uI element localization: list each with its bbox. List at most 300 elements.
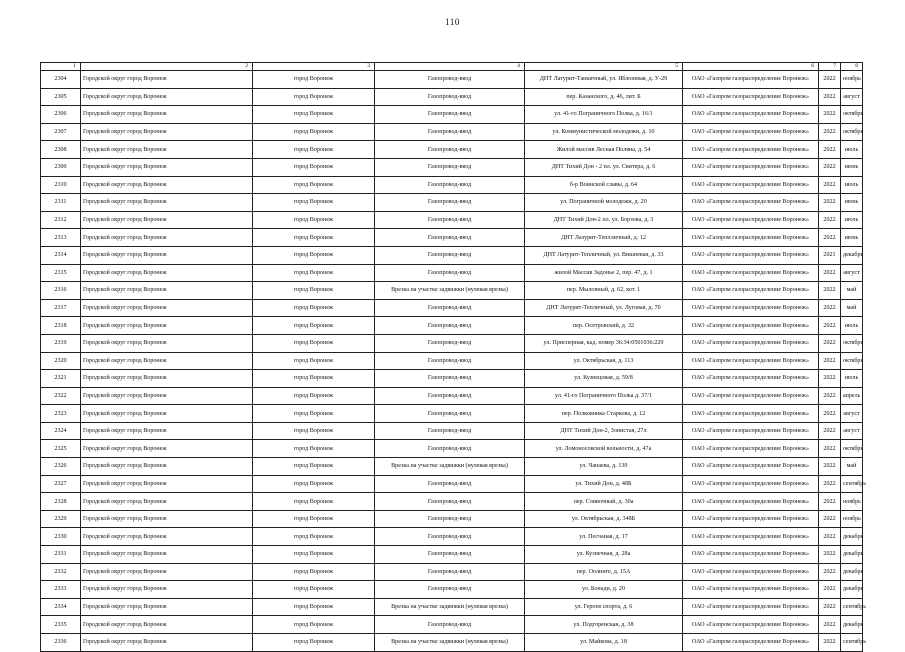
- row-number-cell: 2321: [41, 370, 81, 388]
- year-cell: 2022: [819, 475, 841, 493]
- table-row: [41, 229, 863, 247]
- object-type-cell: Газопровод-ввод: [375, 352, 525, 370]
- address-cell: ул. Бонади, д. 20: [525, 581, 683, 599]
- row-number-cell: 2306: [41, 106, 81, 124]
- table-row: [41, 211, 863, 229]
- table-row: [41, 493, 863, 511]
- month-cell: декабрь: [841, 563, 863, 581]
- row-number-cell: 2323: [41, 405, 81, 423]
- object-type-cell: Врезка на участке задвижки (нулевая врезка): [375, 634, 525, 652]
- address-cell: пер. Полковника Старкова, д. 12: [525, 405, 683, 423]
- municipality-cell: Городской округ город Воронеж: [81, 598, 253, 616]
- row-number-cell: 2320: [41, 352, 81, 370]
- settlement-cell: город Воронеж: [253, 387, 375, 405]
- municipality-cell: Городской округ город Воронеж: [81, 123, 253, 141]
- year-cell: 2022: [819, 176, 841, 194]
- object-type-cell: Газопровод-ввод: [375, 299, 525, 317]
- object-type-cell: Газопровод-ввод: [375, 546, 525, 564]
- table-row: [41, 71, 863, 89]
- address-cell: ДНТ Латурит-Танкичный, ул. Яблоневая, д. У-29: [525, 71, 683, 89]
- settlement-cell: город Воронеж: [253, 422, 375, 440]
- municipality-cell: Городской округ город Воронеж: [81, 440, 253, 458]
- object-type-cell: Газопровод-ввод: [375, 71, 525, 89]
- object-type-cell: Газопровод-ввод: [375, 88, 525, 106]
- table-row: [41, 475, 863, 493]
- year-cell: 2022: [819, 563, 841, 581]
- year-cell: 2022: [819, 616, 841, 634]
- row-number-cell: 2324: [41, 422, 81, 440]
- table-row: [41, 299, 863, 317]
- municipality-cell: Городской округ город Воронеж: [81, 194, 253, 212]
- row-number-cell: 2328: [41, 493, 81, 511]
- table-row: [41, 405, 863, 423]
- organization-cell: ОАО «Газпром газораспределение Воронеж»: [683, 106, 819, 124]
- organization-cell: ОАО «Газпром газораспределение Воронеж»: [683, 634, 819, 652]
- municipality-cell: Городской округ город Воронеж: [81, 475, 253, 493]
- row-number-cell: 2310: [41, 176, 81, 194]
- address-cell: пер. Осетровский, д. 32: [525, 317, 683, 335]
- table-row: [41, 563, 863, 581]
- municipality-cell: Городской округ город Воронеж: [81, 88, 253, 106]
- municipality-cell: Городской округ город Воронеж: [81, 458, 253, 476]
- register-table: [40, 62, 867, 652]
- object-type-cell: Газопровод-ввод: [375, 246, 525, 264]
- organization-cell: ОАО «Газпром газораспределение Воронеж»: [683, 387, 819, 405]
- address-cell: ул. Кузнечная, д. 28а: [525, 546, 683, 564]
- year-cell: 2022: [819, 141, 841, 159]
- row-number-cell: 2334: [41, 598, 81, 616]
- settlement-cell: город Воронеж: [253, 563, 375, 581]
- settlement-cell: город Воронеж: [253, 176, 375, 194]
- month-cell: ноябрь: [841, 510, 863, 528]
- table-row: [41, 528, 863, 546]
- settlement-cell: город Воронеж: [253, 405, 375, 423]
- table-row: [41, 616, 863, 634]
- municipality-cell: Городской округ город Воронеж: [81, 246, 253, 264]
- address-cell: ул. Тихий Дон, д. 48Б: [525, 475, 683, 493]
- month-cell: август: [841, 264, 863, 282]
- page-number: 110: [445, 17, 460, 27]
- address-cell: пер. Сливочный, д. 30а: [525, 493, 683, 511]
- address-cell: б-р Воинской славы, д. 64: [525, 176, 683, 194]
- address-cell: ДНТ Латурит-Тепличный, ул. Луговая, д. 70: [525, 299, 683, 317]
- month-cell: апрель: [841, 387, 863, 405]
- row-number-cell: 2333: [41, 581, 81, 599]
- year-cell: 2022: [819, 458, 841, 476]
- month-cell: октябрь: [841, 123, 863, 141]
- object-type-cell: Газопровод-ввод: [375, 229, 525, 247]
- month-cell: сентябрь: [841, 475, 863, 493]
- organization-cell: ОАО «Газпром газораспределение Воронеж»: [683, 264, 819, 282]
- object-type-cell: Газопровод-ввод: [375, 493, 525, 511]
- municipality-cell: Городской округ город Воронеж: [81, 106, 253, 124]
- municipality-cell: Городской округ город Воронеж: [81, 158, 253, 176]
- municipality-cell: Городской округ город Воронеж: [81, 546, 253, 564]
- object-type-cell: Газопровод-ввод: [375, 581, 525, 599]
- table-row: [41, 141, 863, 159]
- month-cell: ноябрь: [841, 71, 863, 89]
- object-type-cell: Газопровод-ввод: [375, 123, 525, 141]
- organization-cell: ОАО «Газпром газораспределение Воронеж»: [683, 317, 819, 335]
- object-type-cell: Газопровод-ввод: [375, 370, 525, 388]
- year-cell: 2022: [819, 546, 841, 564]
- municipality-cell: Городской округ город Воронеж: [81, 387, 253, 405]
- settlement-cell: город Воронеж: [253, 528, 375, 546]
- municipality-cell: Городской округ город Воронеж: [81, 563, 253, 581]
- address-cell: пер. Оолинге, д. 15А: [525, 563, 683, 581]
- year-cell: 2022: [819, 598, 841, 616]
- address-cell: ул. Присперная, кад. номер 36:34:0501036:229: [525, 334, 683, 352]
- table-row: [41, 458, 863, 476]
- month-cell: июль: [841, 317, 863, 335]
- year-cell: 2022: [819, 123, 841, 141]
- municipality-cell: Городской округ город Воронеж: [81, 370, 253, 388]
- settlement-cell: город Воронеж: [253, 546, 375, 564]
- year-cell: 2022: [819, 352, 841, 370]
- table-row: [41, 581, 863, 599]
- address-cell: ул. Героев спорта, д. 6: [525, 598, 683, 616]
- address-cell: ул. Кузнецовая, д. 59/8: [525, 370, 683, 388]
- organization-cell: ОАО «Газпром газораспределение Воронеж»: [683, 528, 819, 546]
- organization-cell: ОАО «Газпром газораспределение Воронеж»: [683, 493, 819, 511]
- year-cell: 2022: [819, 387, 841, 405]
- municipality-cell: Городской округ город Воронеж: [81, 634, 253, 652]
- municipality-cell: Городской округ город Воронеж: [81, 176, 253, 194]
- address-cell: ул. Октябрьская, д. 348Б: [525, 510, 683, 528]
- month-cell: июль: [841, 370, 863, 388]
- row-number-cell: 2331: [41, 546, 81, 564]
- month-cell: июль: [841, 211, 863, 229]
- organization-cell: ОАО «Газпром газораспределение Воронеж»: [683, 88, 819, 106]
- municipality-cell: Городской округ город Воронеж: [81, 422, 253, 440]
- object-type-cell: Газопровод-ввод: [375, 563, 525, 581]
- object-type-cell: Газопровод-ввод: [375, 106, 525, 124]
- row-number-cell: 2335: [41, 616, 81, 634]
- row-number-cell: 2309: [41, 158, 81, 176]
- year-cell: 2022: [819, 440, 841, 458]
- year-cell: 2021: [819, 246, 841, 264]
- year-cell: 2022: [819, 634, 841, 652]
- object-type-cell: Газопровод-ввод: [375, 387, 525, 405]
- organization-cell: ОАО «Газпром газораспределение Воронеж»: [683, 616, 819, 634]
- organization-cell: ОАО «Газпром газораспределение Воронеж»: [683, 158, 819, 176]
- organization-cell: ОАО «Газпром газораспределение Воронеж»: [683, 370, 819, 388]
- table-row: [41, 510, 863, 528]
- table-row: [41, 194, 863, 212]
- table-row: [41, 334, 863, 352]
- table-row: [41, 176, 863, 194]
- month-cell: октябрь: [841, 352, 863, 370]
- settlement-cell: город Воронеж: [253, 352, 375, 370]
- year-cell: 2022: [819, 334, 841, 352]
- organization-cell: ОАО «Газпром газораспределение Воронеж»: [683, 141, 819, 159]
- table-row: [41, 370, 863, 388]
- object-type-cell: Газопровод-ввод: [375, 141, 525, 159]
- table-body: [41, 71, 867, 652]
- settlement-cell: город Воронеж: [253, 194, 375, 212]
- settlement-cell: город Воронеж: [253, 510, 375, 528]
- municipality-cell: Городской округ город Воронеж: [81, 229, 253, 247]
- month-cell: май: [841, 299, 863, 317]
- column-header: 2: [81, 63, 253, 71]
- year-cell: 2022: [819, 299, 841, 317]
- settlement-cell: город Воронеж: [253, 229, 375, 247]
- year-cell: 2022: [819, 88, 841, 106]
- year-cell: 2022: [819, 158, 841, 176]
- year-cell: 2022: [819, 317, 841, 335]
- address-cell: жилой Массив Задонье 2, пер. 47, д. 1: [525, 264, 683, 282]
- month-cell: декабрь: [841, 546, 863, 564]
- row-number-cell: 2318: [41, 317, 81, 335]
- organization-cell: ОАО «Газпром газораспределение Воронеж»: [683, 475, 819, 493]
- organization-cell: ОАО «Газпром газораспределение Воронеж»: [683, 440, 819, 458]
- row-number-cell: 2322: [41, 387, 81, 405]
- table-row: [41, 123, 863, 141]
- organization-cell: ОАО «Газпром газораспределение Воронеж»: [683, 71, 819, 89]
- table-row: [41, 634, 863, 652]
- table-row: [41, 440, 863, 458]
- settlement-cell: город Воронеж: [253, 581, 375, 599]
- object-type-cell: Газопровод-ввод: [375, 334, 525, 352]
- organization-cell: ОАО «Газпром газораспределение Воронеж»: [683, 123, 819, 141]
- settlement-cell: город Воронеж: [253, 211, 375, 229]
- month-cell: сентябрь: [841, 634, 863, 652]
- settlement-cell: город Воронеж: [253, 475, 375, 493]
- address-cell: ДНТ Тихий Дон-2, Зонистая, 27л: [525, 422, 683, 440]
- settlement-cell: город Воронеж: [253, 71, 375, 89]
- table-row: [41, 106, 863, 124]
- address-cell: ул. Коммунистической молодежи, д. 10: [525, 123, 683, 141]
- municipality-cell: Городской округ город Воронеж: [81, 616, 253, 634]
- row-number-cell: 2315: [41, 264, 81, 282]
- address-cell: ул. Подгоренская, д. 38: [525, 616, 683, 634]
- month-cell: июль: [841, 176, 863, 194]
- year-cell: 2022: [819, 422, 841, 440]
- object-type-cell: Газопровод-ввод: [375, 422, 525, 440]
- organization-cell: ОАО «Газпром газораспределение Воронеж»: [683, 598, 819, 616]
- month-cell: июль: [841, 141, 863, 159]
- municipality-cell: Городской округ город Воронеж: [81, 299, 253, 317]
- object-type-cell: Газопровод-ввод: [375, 475, 525, 493]
- table-row: [41, 88, 863, 106]
- year-cell: 2022: [819, 510, 841, 528]
- object-type-cell: Газопровод-ввод: [375, 405, 525, 423]
- organization-cell: ОАО «Газпром газораспределение Воронеж»: [683, 282, 819, 300]
- organization-cell: ОАО «Газпром газораспределение Воронеж»: [683, 352, 819, 370]
- object-type-cell: Газопровод-ввод: [375, 211, 525, 229]
- address-cell: Жилой массив Лесная Поляна, д. 54: [525, 141, 683, 159]
- row-number-cell: 2312: [41, 211, 81, 229]
- month-cell: август: [841, 405, 863, 423]
- month-cell: декабрь: [841, 246, 863, 264]
- year-cell: 2022: [819, 264, 841, 282]
- row-number-cell: 2311: [41, 194, 81, 212]
- year-cell: 2022: [819, 106, 841, 124]
- organization-cell: ОАО «Газпром газораспределение Воронеж»: [683, 176, 819, 194]
- row-number-cell: 2316: [41, 282, 81, 300]
- year-cell: 2022: [819, 370, 841, 388]
- organization-cell: ОАО «Газпром газораспределение Воронеж»: [683, 299, 819, 317]
- settlement-cell: город Воронеж: [253, 106, 375, 124]
- year-cell: 2022: [819, 493, 841, 511]
- month-cell: июнь: [841, 158, 863, 176]
- settlement-cell: город Воронеж: [253, 123, 375, 141]
- organization-cell: ОАО «Газпром газораспределение Воронеж»: [683, 422, 819, 440]
- row-number-cell: 2317: [41, 299, 81, 317]
- month-cell: май: [841, 458, 863, 476]
- row-number-cell: 2319: [41, 334, 81, 352]
- object-type-cell: Газопровод-ввод: [375, 510, 525, 528]
- object-type-cell: Газопровод-ввод: [375, 528, 525, 546]
- settlement-cell: город Воронеж: [253, 370, 375, 388]
- column-header: 7: [819, 63, 841, 71]
- settlement-cell: город Воронеж: [253, 634, 375, 652]
- organization-cell: ОАО «Газпром газораспределение Воронеж»: [683, 546, 819, 564]
- address-cell: ул. Чапаева, д. 139: [525, 458, 683, 476]
- object-type-cell: Газопровод-ввод: [375, 317, 525, 335]
- object-type-cell: Газопровод-ввод: [375, 194, 525, 212]
- settlement-cell: город Воронеж: [253, 158, 375, 176]
- address-cell: ул. Ломоносовской вольности, д. 47а: [525, 440, 683, 458]
- table-header: [41, 63, 863, 71]
- table-row: [41, 598, 863, 616]
- municipality-cell: Городской округ город Воронеж: [81, 282, 253, 300]
- settlement-cell: город Воронеж: [253, 493, 375, 511]
- column-header: 1: [41, 63, 81, 71]
- organization-cell: ОАО «Газпром газораспределение Воронеж»: [683, 405, 819, 423]
- address-cell: ул. Песчаная, д. 17: [525, 528, 683, 546]
- municipality-cell: Городской округ город Воронеж: [81, 405, 253, 423]
- organization-cell: ОАО «Газпром газораспределение Воронеж»: [683, 581, 819, 599]
- row-number-cell: 2305: [41, 88, 81, 106]
- row-number-cell: 2327: [41, 475, 81, 493]
- month-cell: август: [841, 88, 863, 106]
- municipality-cell: Городской округ город Воронеж: [81, 264, 253, 282]
- row-number-cell: 2313: [41, 229, 81, 247]
- month-cell: май: [841, 282, 863, 300]
- year-cell: 2022: [819, 528, 841, 546]
- month-cell: июнь: [841, 194, 863, 212]
- settlement-cell: город Воронеж: [253, 334, 375, 352]
- row-number-cell: 2308: [41, 141, 81, 159]
- municipality-cell: Городской округ город Воронеж: [81, 528, 253, 546]
- month-cell: июнь: [841, 229, 863, 247]
- object-type-cell: Врезка на участке задвижки (нулевая врезка): [375, 598, 525, 616]
- municipality-cell: Городской округ город Воронеж: [81, 334, 253, 352]
- settlement-cell: город Воронеж: [253, 616, 375, 634]
- municipality-cell: Городской округ город Воронеж: [81, 493, 253, 511]
- table-row: [41, 264, 863, 282]
- settlement-cell: город Воронеж: [253, 458, 375, 476]
- address-cell: пер. Мыловный, д. 62, кот. 1: [525, 282, 683, 300]
- row-number-cell: 2330: [41, 528, 81, 546]
- object-type-cell: Врезка на участке задвижки (нулевая врезка): [375, 282, 525, 300]
- organization-cell: ОАО «Газпром газораспределение Воронеж»: [683, 229, 819, 247]
- address-cell: ДНТ Латурит-Тепличный, ул. Вишневая, д. 33: [525, 246, 683, 264]
- municipality-cell: Городской округ город Воронеж: [81, 581, 253, 599]
- municipality-cell: Городской округ город Воронеж: [81, 510, 253, 528]
- municipality-cell: Городской округ город Воронеж: [81, 352, 253, 370]
- address-cell: ДНТ Тихий Дон - 2 пл. ул. Свитера, д. 6: [525, 158, 683, 176]
- month-cell: декабрь: [841, 616, 863, 634]
- column-header: 6: [683, 63, 819, 71]
- settlement-cell: город Воронеж: [253, 317, 375, 335]
- row-number-cell: 2304: [41, 71, 81, 89]
- year-cell: 2022: [819, 581, 841, 599]
- row-number-cell: 2325: [41, 440, 81, 458]
- municipality-cell: Городской округ город Воронеж: [81, 317, 253, 335]
- organization-cell: ОАО «Газпром газораспределение Воронеж»: [683, 194, 819, 212]
- object-type-cell: Газопровод-ввод: [375, 158, 525, 176]
- row-number-cell: 2307: [41, 123, 81, 141]
- month-cell: декабрь: [841, 528, 863, 546]
- table-row: [41, 317, 863, 335]
- organization-cell: ОАО «Газпром газораспределение Воронеж»: [683, 563, 819, 581]
- settlement-cell: город Воронеж: [253, 141, 375, 159]
- municipality-cell: Городской округ город Воронеж: [81, 211, 253, 229]
- organization-cell: ОАО «Газпром газораспределение Воронеж»: [683, 510, 819, 528]
- address-cell: пер. Казанского, д. 46, лит. Б: [525, 88, 683, 106]
- address-cell: ДНТ Тихий Дон-2 пл. ул. Борзова, д. 3: [525, 211, 683, 229]
- settlement-cell: город Воронеж: [253, 88, 375, 106]
- header-row: [41, 63, 863, 71]
- table-row: [41, 352, 863, 370]
- year-cell: 2022: [819, 405, 841, 423]
- row-number-cell: 2314: [41, 246, 81, 264]
- address-cell: ДНТ Лазурит-Теплличный, д. 12: [525, 229, 683, 247]
- organization-cell: ОАО «Газпром газораспределение Воронеж»: [683, 211, 819, 229]
- object-type-cell: Врезка на участке задвижки (нулевая врезка): [375, 458, 525, 476]
- year-cell: 2022: [819, 194, 841, 212]
- settlement-cell: город Воронеж: [253, 299, 375, 317]
- address-cell: ул. Октябрьская, д. 113: [525, 352, 683, 370]
- object-type-cell: Газопровод-ввод: [375, 264, 525, 282]
- table-row: [41, 158, 863, 176]
- address-cell: ул. 41-го Пограничного Полка д. 37/1: [525, 387, 683, 405]
- year-cell: 2022: [819, 229, 841, 247]
- municipality-cell: Городской округ город Воронеж: [81, 141, 253, 159]
- organization-cell: ОАО «Газпром газораспределение Воронеж»: [683, 334, 819, 352]
- column-header: 5: [525, 63, 683, 71]
- object-type-cell: Газопровод-ввод: [375, 440, 525, 458]
- row-number-cell: 2332: [41, 563, 81, 581]
- municipality-cell: Городской округ город Воронеж: [81, 71, 253, 89]
- settlement-cell: город Воронеж: [253, 440, 375, 458]
- settlement-cell: город Воронеж: [253, 598, 375, 616]
- month-cell: октябрь: [841, 440, 863, 458]
- table-row: [41, 282, 863, 300]
- settlement-cell: город Воронеж: [253, 282, 375, 300]
- month-cell: октябрь: [841, 106, 863, 124]
- table-row: [41, 387, 863, 405]
- year-cell: 2022: [819, 282, 841, 300]
- row-number-cell: 2336: [41, 634, 81, 652]
- object-type-cell: Газопровод-ввод: [375, 616, 525, 634]
- month-cell: декабрь: [841, 581, 863, 599]
- year-cell: 2022: [819, 211, 841, 229]
- object-type-cell: Газопровод-ввод: [375, 176, 525, 194]
- row-number-cell: 2326: [41, 458, 81, 476]
- month-cell: сентябрь: [841, 598, 863, 616]
- address-cell: ул. Пограничной молодежи, д. 20: [525, 194, 683, 212]
- column-header: 4: [375, 63, 525, 71]
- address-cell: ул. 41-го Пограничного Полка, д. 16/1: [525, 106, 683, 124]
- organization-cell: ОАО «Газпром газораспределение Воронеж»: [683, 246, 819, 264]
- table-row: [41, 422, 863, 440]
- settlement-cell: город Воронеж: [253, 246, 375, 264]
- settlement-cell: город Воронеж: [253, 264, 375, 282]
- year-cell: 2022: [819, 71, 841, 89]
